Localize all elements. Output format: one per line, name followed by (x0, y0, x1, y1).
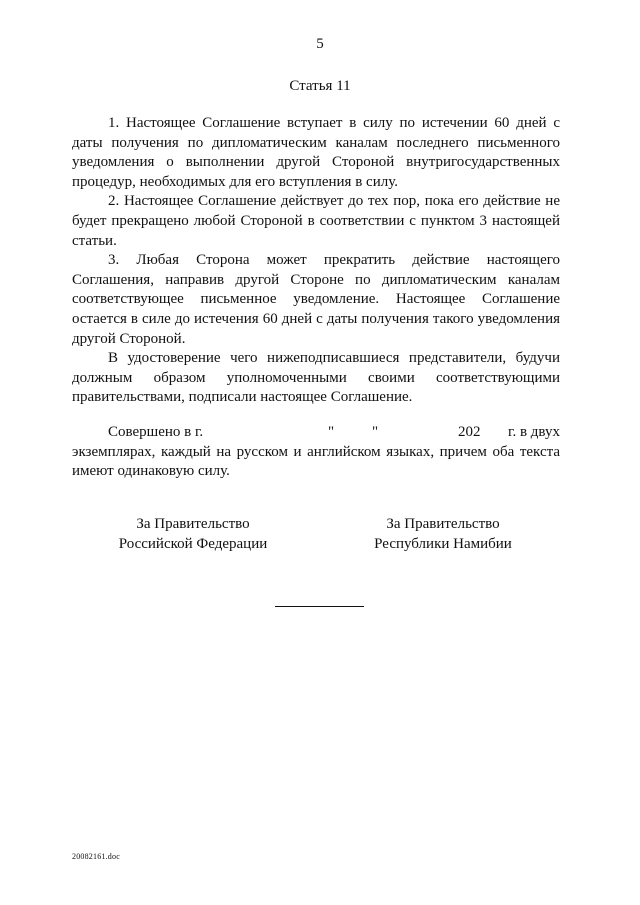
completion-quote-close: " (372, 424, 379, 440)
completion-copies-label: г. в двух (508, 424, 560, 440)
signature-russia-line2: Российской Федерации (118, 535, 268, 552)
signature-namibia-line1: За Правительство (386, 516, 500, 532)
completion-quote-open: " (328, 424, 335, 440)
article-title: Статья 11 (289, 78, 351, 94)
document-file-code: 20082161.doc (72, 852, 120, 861)
signature-russia-line1: За Правительство (136, 516, 250, 532)
paragraph-termination: 3. Любая Сторона может прекратить действие настоящего Соглашения, направив другой Стороне по дипломатическим каналам соответствующее письменное уведомление. Настоящее Соглашение остается в силе до истечения 60 дней с даты получения такого уведомления другой Стороной. (72, 252, 560, 347)
signature-block-namibia (323, 515, 563, 554)
completion-year: 202 (458, 424, 481, 440)
signature-block-russia (73, 515, 313, 554)
completion-place-label: Совершено в г. (108, 424, 204, 440)
paragraph-duration: 2. Настоящее Соглашение действует до тех пор, пока его действие не будет прекращено любой Стороной в соответствии с пунктом 3 настоящей статьи. (72, 193, 560, 249)
page-number: 5 (316, 36, 324, 52)
end-of-document-rule (275, 606, 364, 607)
article-body (72, 114, 560, 408)
signature-namibia-line2: Республики Намибии (374, 535, 512, 552)
completion-rest-text: экземплярах, каждый на русском и английском языках, причем оба текста имеют одинаковую силу. (72, 443, 560, 480)
paragraph-entry-into-force: 1. Настоящее Соглашение вступает в силу по истечении 60 дней с даты получения по дипломатическим каналам последнего письменного уведомления о выполнении другой Стороной внутригосударственных процедур, необходимых для его вступления в силу. (72, 115, 560, 190)
completion-first-line (72, 423, 560, 443)
paragraph-in-witness: В удостоверение чего нижеподписавшиеся представители, будучи должным образом уполномоченными своими соответствующими правительствами, подписали настоящее Соглашение. (72, 350, 560, 406)
completion-clause (72, 423, 560, 482)
